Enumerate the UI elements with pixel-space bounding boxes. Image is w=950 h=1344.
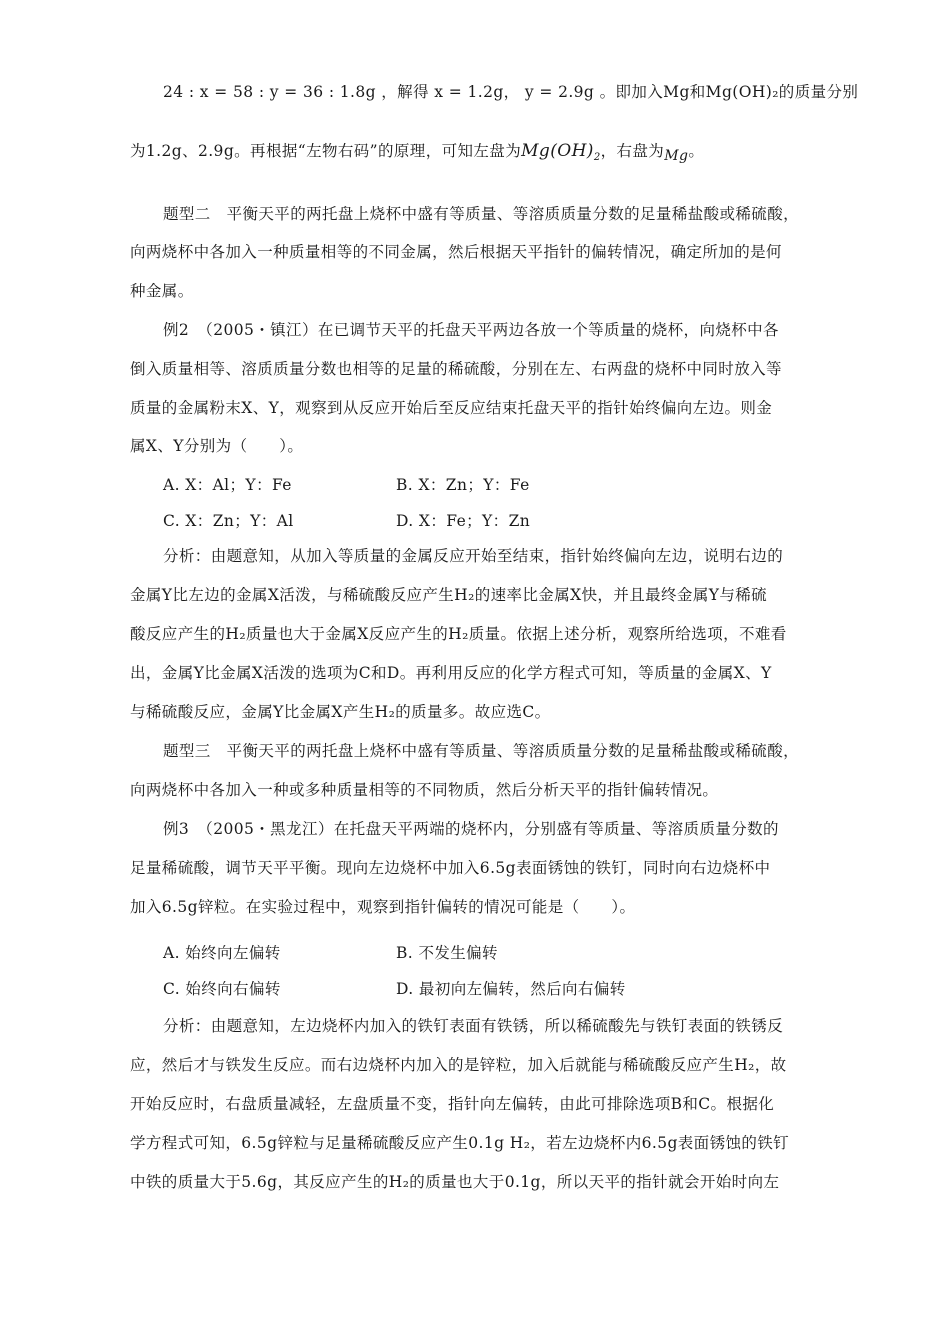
option-d: D. X：Fe；Y：Zn — [396, 512, 531, 530]
example-2-heading: 例2 （2005・镇江）在已调节天平的托盘天平两边各放一个等质量的烧杯，向烧杯中各 — [163, 321, 779, 339]
paragraph-line: 中铁的质量大于5.6g，其反应产生的H₂的质量也大于0.1g，所以天平的指针就会开始时向左 — [130, 1173, 780, 1191]
formula-mgoh2: $Mg(OH)_2$ — [521, 141, 601, 163]
analysis-line: 分析：由题意知，从加入等质量的金属反应开始至结束，指针始终偏向左边，说明右边的 — [163, 547, 784, 565]
text-segment: 为1.2g、2.9g。再根据“左物右码”的原理，可知左盘为 — [130, 142, 522, 160]
paragraph-line: 出，金属Y比金属X活泼的选项为C和D。再利用反应的化学方程式可知，等质量的金属X、Y — [130, 664, 772, 682]
option-a: A. 始终向左偏转 — [163, 944, 281, 962]
paragraph-line: 与稀硫酸反应，金属Y比金属X产生H₂的质量多。故应选C。 — [130, 703, 551, 721]
option-d: D. 最初向左偏转，然后向右偏转 — [396, 980, 626, 998]
paragraph-line: 足量稀硫酸，调节天平平衡。现向左边烧杯中加入6.5g表面锈蚀的铁钉，同时向右边烧杯中 — [130, 859, 771, 877]
paragraph-line: 向两烧杯中各加入一种或多种质量相等的不同物质，然后分析天平的指针偏转情况。 — [130, 781, 719, 799]
paragraph-line: 向两烧杯中各加入一种质量相等的不同金属，然后根据天平指针的偏转情况，确定所加的是何 — [130, 243, 782, 261]
paragraph-line: 金属Y比左边的金属X活泼，与稀硫酸反应产生H₂的速率比金属X快，并且最终金属Y与稀硫 — [130, 586, 768, 604]
text-segment: 。 — [688, 142, 705, 160]
paragraph-line: 开始反应时，右盘质量减轻，左盘质量不变，指针向左偏转，由此可排除选项B和C。根据化 — [130, 1095, 775, 1113]
section-heading-type2: 题型二 平衡天平的两托盘上烧杯中盛有等质量、等溶质质量分数的足量稀盐酸或稀硫酸， — [163, 205, 800, 223]
text-segment: ，右盘为 — [600, 142, 665, 160]
paragraph-line: 种金属。 — [130, 282, 194, 300]
example-3-heading: 例3 （2005・黑龙江）在托盘天平两端的烧杯内，分别盛有等质量、等溶质质量分数的 — [163, 820, 779, 838]
option-b: B. 不发生偏转 — [396, 944, 498, 962]
paragraph-line: 酸反应产生的H₂质量也大于金属X反应产生的H₂质量。依据上述分析，观察所给选项，不难看 — [130, 625, 787, 643]
option-c: C. 始终向右偏转 — [163, 980, 281, 998]
paragraph-line: 学方程式可知，6.5g锌粒与足量稀硫酸反应产生0.1g H₂，若左边烧杯内6.5g表面锈蚀的铁钉 — [130, 1134, 790, 1152]
option-c: C. X：Zn；Y：Al — [163, 512, 294, 530]
option-a: A. X：Al；Y：Fe — [163, 476, 292, 494]
option-b: B. X：Zn；Y：Fe — [396, 476, 530, 494]
paragraph-line: 属X、Y分别为（ ）。 — [130, 437, 304, 455]
conclusion-line — [130, 141, 704, 168]
paragraph-line: 加入6.5g锌粒。在实验过程中，观察到指针偏转的情况可能是（ ）。 — [130, 898, 636, 916]
analysis-line: 分析：由题意知，左边烧杯内加入的铁钉表面有铁锈，所以稀硫酸先与铁钉表面的铁锈反 — [163, 1017, 784, 1035]
paragraph-line: 质量的金属粉末X、Y，观察到从反应开始后至反应结束托盘天平的指针始终偏向左边。则金 — [130, 399, 773, 417]
paragraph-line: 应，然后才与铁发生反应。而右边烧杯内加入的是锌粒，加入后就能与稀硫酸反应产生H₂，故 — [130, 1056, 787, 1074]
paragraph-line: 倒入质量相等、溶质质量分数也相等的足量的稀硫酸，分别在左、右两盘的烧杯中同时放入等 — [130, 360, 782, 378]
section-heading-type3: 题型三 平衡天平的两托盘上烧杯中盛有等质量、等溶质质量分数的足量稀盐酸或稀硫酸， — [163, 742, 800, 760]
formula-mg: Mg — [664, 148, 689, 164]
equation-line: 24 : x = 58 : y = 36 : 1.8g ，解得 x = 1.2g， y = 2.9g 。即加入Mg和Mg(OH)₂的质量分别 — [163, 83, 859, 101]
